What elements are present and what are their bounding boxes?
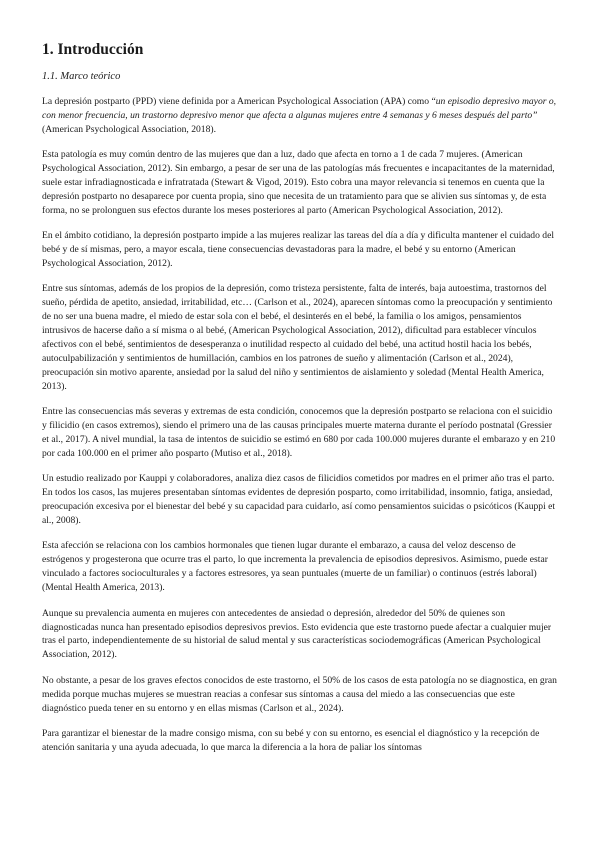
page-content <box>42 40 558 766</box>
paragraph-underdiagnosis: No obstante, a pesar de los graves efectos conocidos de este trastorno, el 50% de los casos de esta patología no se diagnostica, en gran medida porque muchas mujeres se muestran reacias a confesar sus síntomas a causa del miedo a las consecuencias que este diagnóstico pueda tener en su entorno y en ellas mismas (Carlson et al., 2024). <box>42 674 557 714</box>
paragraph-treatment: Para garantizar el bienestar de la madre consigo misma, con su bebé y con su entorno, es esencial el diagnóstico y la recepción de atención sanitaria y una ayuda adecuada, lo que marca la diferencia a la hora de paliar los síntomas <box>42 727 540 753</box>
subsection-heading: 1.1. Marco teórico <box>42 71 121 82</box>
citation-text: (American Psychological Association, 2018). <box>42 123 216 135</box>
paragraph-definition <box>42 95 558 137</box>
paragraph-risk-factors: Aunque su prevalencia aumenta en mujeres con antecedentes de ansiedad o depresión, alrededor del 50% de quienes son diagnosticadas nunca han presentado episodios depresivos previos. Esto evidencia que este trastorno puede afectar a cualquier mujer tras el parto, independientemente de su historial de salud mental y sus características sociodemográficas (American Psychological Association, 2012). <box>42 607 552 661</box>
apa-definition-quote: un episodio depresivo mayor o, con menor frecuencia, un trastorno depresivo menor que afecta a algunas mujeres entre 4 semanas y 6 meses después del parto” <box>42 96 557 121</box>
paragraph-text: La depresión postparto (PPD) viene definida por a American Psychological Association (APA) como “ <box>42 96 436 107</box>
paragraph-symptoms: Entre sus síntomas, además de los propios de la depresión, como tristeza persistente, falta de interés, baja autoestima, trastornos del sueño, pérdida de apetito, ansiedad, irritabilidad, etc… (Carlson et al., 2024), aparecen síntomas como la preocupación y sentimiento de no ser una buena madre, el miedo de estar sola con el bebé, el desinterés en el bebé, la familia o los amigos, pensamientos intrusivos de hacerse daño a sí misma o al bebé, (American Psychological Association, 2012), dificultad para establecer vínculos afectivos con el bebé, sentimientos de desesperanza o inutilidad respecto al cuidado del bebé, una actitud hostil hacia los bebés, autoculpabilización y sentimientos de humillación, cambios en los patrones de sueño y alimentación (Carlson et al., 2024), preocupación sin motivo aparente, ansiedad por la salud del niño y sentimientos de aislamiento y soledad (Mental Health America, 2013). <box>42 283 553 392</box>
paragraph-consequences: Entre las consecuencias más severas y extremas de esta condición, conocemos que la depresión postparto se relaciona con el suicidio y filicidio (en casos extremos), siendo el primero una de las causas principales muerte materna durante el período postnatal (Gressier et al., 2017). A nivel mundial, la tasa de intentos de suicidio se estimó en 680 por cada 100.000 mujeres durante el embarazo y en 210 por cada 100.000 en el primer año posparto (Mutiso et al., 2018). <box>42 406 556 459</box>
section-heading: 1. Introducción <box>42 41 144 58</box>
paragraph-kauppi-study: Un estudio realizado por Kauppi y colaboradores, analiza diez casos de filicidios cometidos por madres en el primer año tras el parto. En todos los casos, las mujeres presentaban síntomas evidentes de depresión posparto, como irritabilidad, insomnio, fatiga, ansiedad, preocupación excesiva por el bienestar del bebé y su capacidad para cuidarlo, así como pensamientos suicidas o psicóticos (Kauppi et al., 2008). <box>42 473 556 527</box>
paragraph-hormonal-causes: Esta afección se relaciona con los cambios hormonales que tienen lugar durante el embarazo, a causa del veloz descenso de estrógenos y progesterona que ocurre tras el parto, lo que incrementa la prevalencia de episodios depresivos. Asimismo, puede estar vinculado a factores socioculturales y a factores estresores, ya sean puntuales (muerte de un familiar) o continuos (estrés laboral) (Mental Health America, 2013). <box>42 540 548 594</box>
paragraph-prevalence: Esta patología es muy común dentro de las mujeres que dan a luz, dado que afecta en torno a 1 de cada 7 mujeres. (American Psychological Association, 2012). Sin embargo, a pesar de ser una de las patologías más frecuentes e incapacitantes de la maternidad, suele estar infradiagnosticada e infratratada (Stewart & Vigod, 2019). Esto cobra una mayor relevancia si tenemos en cuenta que la depresión postparto no desaparece por cuenta propia, sino que necesita de un tratamiento para que se alivien sus síntomas y, de esta forma, no se prolonguen sus efectos durante los meses posteriores al parto (American Psychological Association, 2012). <box>42 149 555 216</box>
paragraph-daily-impact: En el ámbito cotidiano, la depresión postparto impide a las mujeres realizar las tareas del día a día y dificulta mantener el cuidado del bebé y de sí mismas, pero, a mayor escala, tiene consecuencias devastadoras para la madre, el bebé y su entorno (American Psychological Association, 2012). <box>42 230 555 270</box>
